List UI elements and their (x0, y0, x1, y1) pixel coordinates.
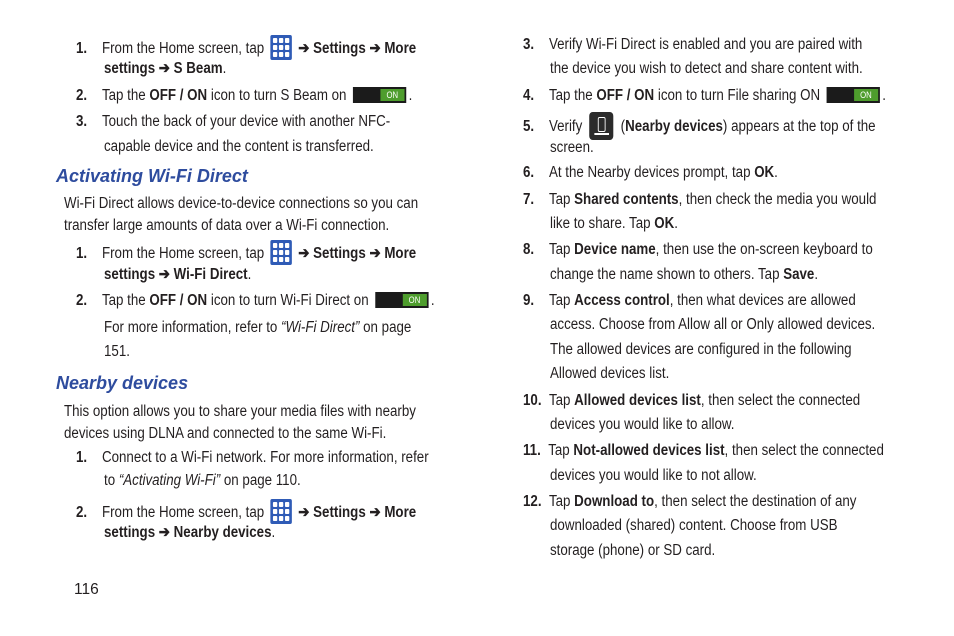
wifi-intro: Wi-Fi Direct allows device-to-device connections so you can (64, 195, 419, 212)
step-9-cont-2: The allowed devices are configured in the following (550, 341, 852, 358)
activating-wifi-link[interactable]: “Activating Wi-Fi” (118, 472, 221, 489)
nearby-intro-cont: devices using DLNA and connected to the same Wi-Fi. (64, 425, 387, 442)
wifi-more-info-cont: 151. (104, 343, 130, 360)
step-9-cont-3: Allowed devices list. (550, 365, 670, 382)
step-6: 6. At the Nearby devices prompt, tap OK. (523, 164, 778, 181)
on-toggle-icon: ON (375, 292, 428, 308)
nearby-step-2: 2. From the Home screen, tap ➔ Settings ➔ More (76, 499, 416, 524)
step-9-cont-1: access. Choose from Allow all or Only allowed devices. (550, 316, 876, 333)
nearby-step-1: 1. Connect to a Wi-Fi network. For more information, refer (76, 449, 429, 466)
step-8: 8. Tap Device name, then use the on-screen keyboard to (523, 241, 873, 258)
sbeam-step-3-cont: capable device and the content is transferred. (104, 138, 374, 155)
step-3-cont: the device you wish to detect and share content with. (550, 60, 863, 77)
step-7-cont: like to share. Tap OK. (550, 215, 678, 232)
step-5-cont: screen. (550, 139, 594, 156)
wifi-step-1-cont: settings ➔ Wi-Fi Direct. (104, 266, 252, 283)
step-5: 5. Verify (Nearby devices) appears at the top of the (523, 112, 876, 140)
step-9: 9. Tap Access control, then what devices are allowed (523, 292, 856, 309)
step-12-cont-1: downloaded (shared) content. Choose from USB (550, 517, 838, 534)
nearby-devices-icon (589, 112, 613, 140)
nearby-intro: This option allows you to share your media files with nearby (64, 403, 416, 420)
apps-grid-icon (270, 499, 292, 524)
section-heading-nearby-devices: Nearby devices (56, 373, 189, 393)
step-3: 3. Verify Wi-Fi Direct is enabled and you are paired with (523, 36, 863, 53)
step-11-cont: devices you would like to not allow. (550, 467, 757, 484)
apps-grid-icon (270, 35, 292, 60)
step-11: 11. Tap Not-allowed devices list, then select the connected (523, 442, 884, 459)
step-12-cont-2: storage (phone) or SD card. (550, 542, 716, 559)
step-4: 4. Tap the OFF / ON icon to turn File sharing ON ON . (523, 87, 887, 104)
wifi-more-info: For more information, refer to “Wi-Fi Direct” on page (104, 319, 412, 336)
step-10: 10. Tap Allowed devices list, then select the connected (523, 392, 861, 409)
sbeam-step-1: 1. From the Home screen, tap ➔ Settings ➔ More (76, 35, 416, 60)
wifi-step-1: 1. From the Home screen, tap ➔ Settings ➔ More (76, 240, 416, 265)
on-toggle-icon: ON (826, 87, 879, 103)
step-8-cont: change the name shown to others. Tap Save. (550, 266, 819, 283)
step-12: 12. Tap Download to, then select the destination of any (523, 493, 857, 510)
sbeam-step-2: 2. Tap the OFF / ON icon to turn S Beam on ON . (76, 87, 413, 104)
apps-grid-icon (270, 240, 292, 265)
on-toggle-icon: ON (353, 87, 406, 103)
step-7: 7. Tap Shared contents, then check the media you would (523, 191, 877, 208)
sbeam-step-3: 3. Touch the back of your device with another NFC- (76, 113, 391, 130)
section-heading-wifi-direct: Activating Wi-Fi Direct (56, 166, 248, 186)
page-number: 116 (74, 581, 99, 598)
wifi-step-2: 2. Tap the OFF / ON icon to turn Wi-Fi Direct on ON . (76, 292, 435, 309)
nearby-step-1-cont: to “Activating Wi-Fi” on page 110. (104, 472, 301, 489)
nearby-step-2-cont: settings ➔ Nearby devices. (104, 524, 276, 541)
sbeam-step-1-cont: settings ➔ S Beam. (104, 60, 227, 77)
wifi-intro-cont: transfer large amounts of data over a Wi-Fi connection. (64, 217, 390, 234)
wifi-direct-link[interactable]: “Wi-Fi Direct” (281, 319, 360, 336)
step-10-cont: devices you would like to allow. (550, 416, 735, 433)
